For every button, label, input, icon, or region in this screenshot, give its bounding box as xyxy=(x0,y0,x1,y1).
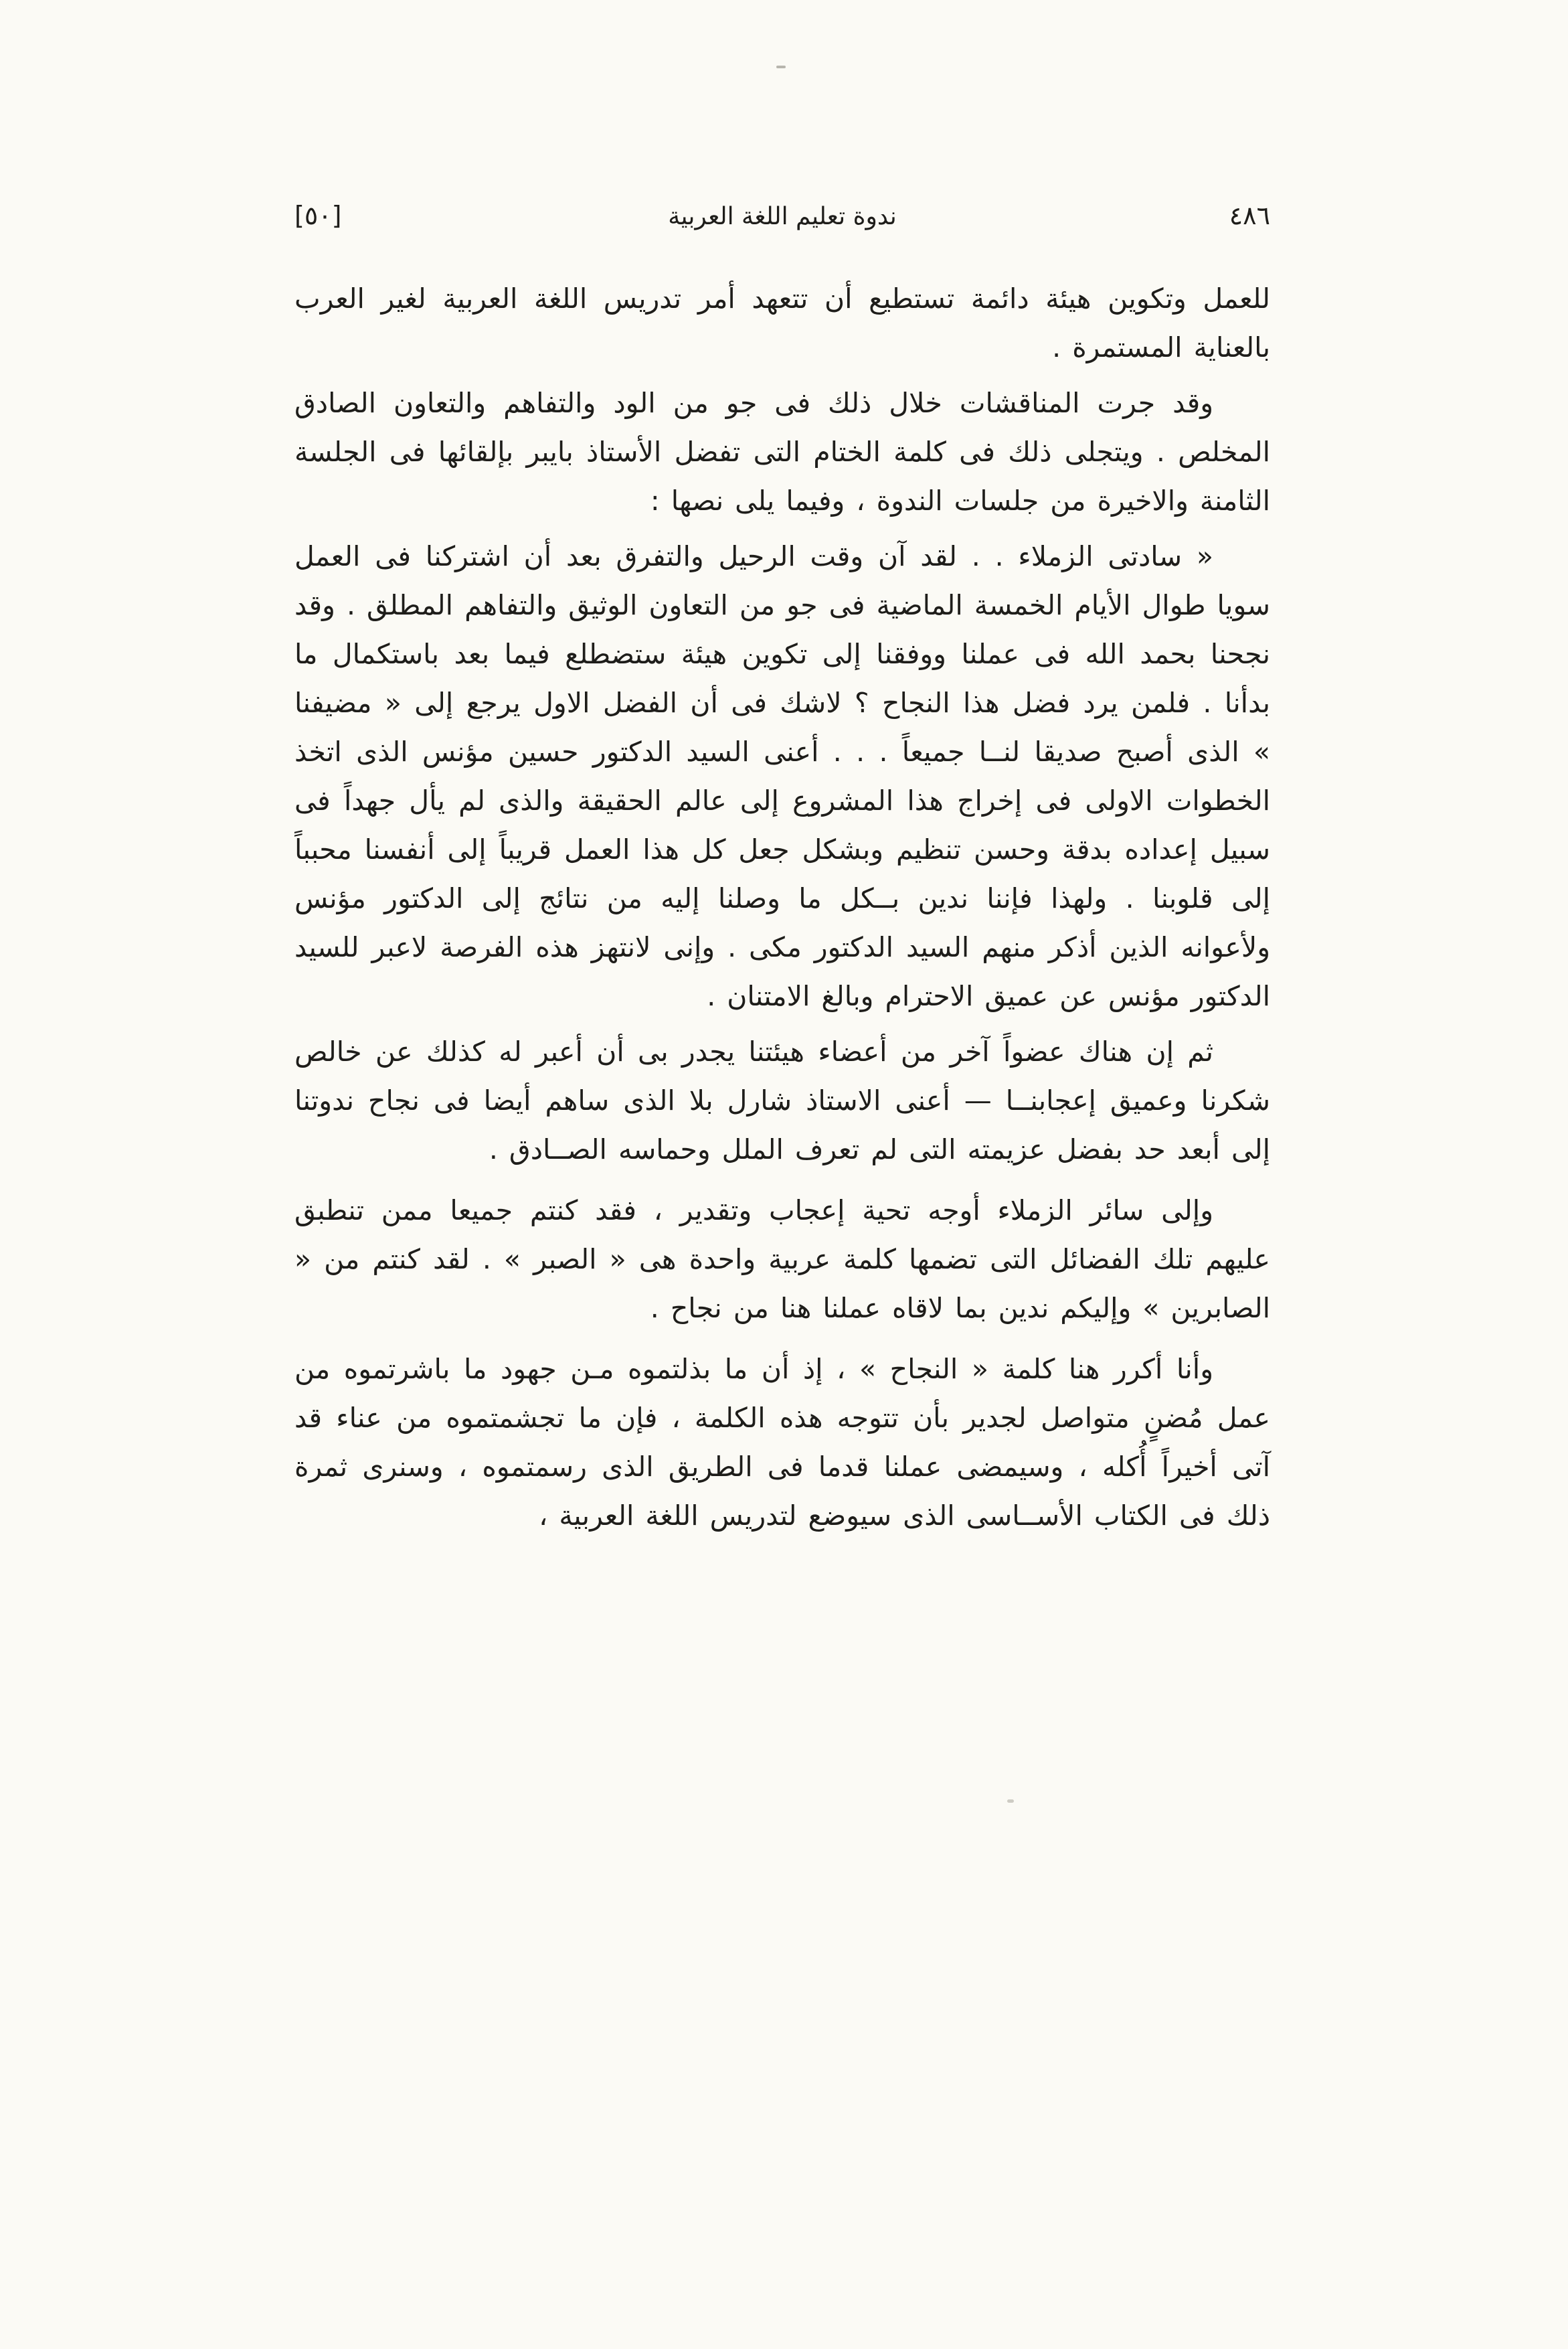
scan-artifact-bottom xyxy=(1007,1799,1014,1803)
scan-artifact-top xyxy=(776,66,786,68)
folio-bracket: [٥٠] xyxy=(294,201,342,230)
paragraph-3: « سادتى الزملاء . . لقد آن وقت الرحيل والتفرق بعد أن اشتركنا فى العمل سويا طوال الأيام الخمسة الماضية فى جو من التعاون الوثيق والتفاهم المطلق . وقد نجحنا بحمد الله فى عملنا ووفقنا إلى تكوين هيئة ستضطلع فيما بعد باستكمال ما بدأنا . فلمن يرد فضل هذا النجاح ؟ لاشك فى أن الفضل الاول يرجع إلى « مضيفنا » الذى أصبح صديقا لنــا جميعاً . . . أعنى السيد الدكتور حسين مؤنس الذى اتخذ الخطوات الاولى فى إخراج هذا المشروع إلى عالم الحقيقة والذى لم يأل جهداً فى سبيل إعداده بدقة وحسن تنظيم وبشكل جعل كل هذا العمل قريباً إلى أنفسنا محبباً إلى قلوبنا . ولهذا فإننا ندين بــكل ما وصلنا إليه من نتائج إلى الدكتور مؤنس ولأعوانه الذين أذكر منهم السيد الدكتور مكى . وإنى لانتهز هذه الفرصة لاعبر للسيد الدكتور مؤنس عن عميق الاحترام وبالغ الامتنان . xyxy=(294,540,1270,1012)
paragraph-4: ثم إن هناك عضواً آخر من أعضاء هيئتنا يجدر بى أن أعبر له كذلك عن خالص شكرنا وعميق إعجابنــا — أعنى الاستاذ شارل بلا الذى ساهم أيضا فى نجاح ندوتنا إلى أبعد حد بفضل عزيمته التى لم تعرف الملل وحماسه الصــادق . xyxy=(294,1036,1270,1165)
page-number: ٤٨٦ xyxy=(1229,201,1270,230)
body-text xyxy=(294,274,1270,1540)
page-header xyxy=(294,201,1270,230)
paragraph-2: وقد جرت المناقشات خلال ذلك فى جو من الود والتفاهم والتعاون الصادق المخلص . ويتجلى ذلك فى كلمة الختام التى تفضل الأستاذ بايبر بإلقائها فى الجلسة الثامنة والاخيرة من جلسات الندوة ، وفيما يلى نصها : xyxy=(294,387,1270,517)
paragraph-6: وأنا أكرر هنا كلمة « النجاح » ، إذ أن ما بذلتموه مـن جهود ما باشرتموه من عمل مُضنٍ متواصل لجدير بأن تتوجه هذه الكلمة ، فإن ما تجشمتموه من عناء قد آتى أخيراً أُكله ، وسيمضى عملنا قدما فى الطريق الذى رسمتموه ، وسنرى ثمرة ذلك فى الكتاب الأســاسى الذى سيوضع لتدريس اللغة العربية ، xyxy=(294,1353,1270,1532)
paragraph-1: للعمل وتكوين هيئة دائمة تستطيع أن تتعهد أمر تدريس اللغة العربية لغير العرب بالعناية المستمرة . xyxy=(294,282,1270,363)
paragraph-5: وإلى سائر الزملاء أوجه تحية إعجاب وتقدير ، فقد كنتم جميعا ممن تنطبق عليهم تلك الفضائل التى تضمها كلمة عربية واحدة هى « الصبر » . لقد كنتم من « الصابرين » وإليكم ندين بما لاقاه عملنا هنا من نجاح . xyxy=(294,1194,1270,1324)
running-title: ندوة تعليم اللغة العربية xyxy=(668,203,897,230)
